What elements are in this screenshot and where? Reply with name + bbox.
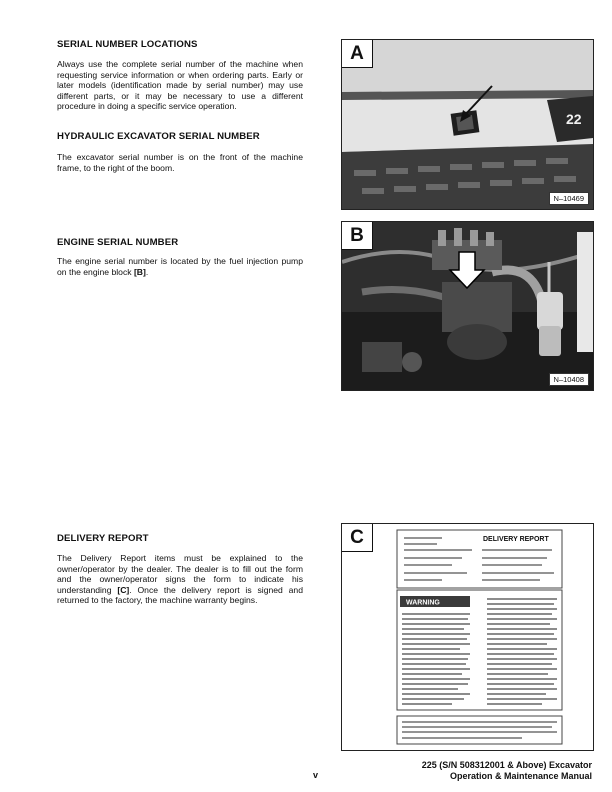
serial-locations-heading: SERIAL NUMBER LOCATIONS xyxy=(57,39,198,50)
form-title: DELIVERY REPORT xyxy=(483,536,549,543)
delivery-report-form-illustration xyxy=(342,524,593,750)
figure-a-photo xyxy=(341,39,594,210)
engine-block-illustration xyxy=(342,222,593,390)
manual-title-line2: Operation & Maintenance Manual xyxy=(449,771,592,781)
page-number: v xyxy=(313,770,319,780)
figure-c-label: C xyxy=(342,524,373,552)
manual-title xyxy=(422,760,592,782)
delivery-report-text: The Delivery Report items must be explained to the owner/operator by the dealer. The dealer is to fill out the form and the owner/operator signs the form to indicate his understanding [C]. Once the delivery report is signed and returned to the factory, the machine warranty begins. xyxy=(57,553,303,606)
model-decal: 22 xyxy=(566,111,582,127)
figure-b-code: N–10408 xyxy=(549,373,589,386)
engine-serial-heading: ENGINE SERIAL NUMBER xyxy=(57,237,179,248)
excavator-serial-text: The excavator serial number is on the front of the machine frame, to the right of the boom. xyxy=(57,152,303,173)
excavator-frame-illustration xyxy=(342,40,593,209)
engine-serial-text: The engine serial number is located by the fuel injection pump on the engine block [B]. xyxy=(57,256,303,277)
figure-b-label: B xyxy=(342,222,373,250)
figure-b-photo xyxy=(341,221,594,391)
figure-a-code: N–10469 xyxy=(549,192,589,205)
figure-c-illustration xyxy=(341,523,594,751)
serial-locations-text: Always use the complete serial number of the machine when requesting service information or when ordering parts. Early or later models (identification made by serial number) may use different parts, or it may be necessary to use a different procedure in doing a specific service operation. xyxy=(57,59,303,112)
excavator-serial-heading: HYDRAULIC EXCAVATOR SERIAL NUMBER xyxy=(57,131,260,142)
figure-a-label: A xyxy=(342,40,373,68)
delivery-report-heading: DELIVERY REPORT xyxy=(57,533,149,544)
warning-header: WARNING xyxy=(406,599,440,607)
manual-title-line1: 225 (S/N 508312001 & Above) Excavator xyxy=(421,760,592,770)
